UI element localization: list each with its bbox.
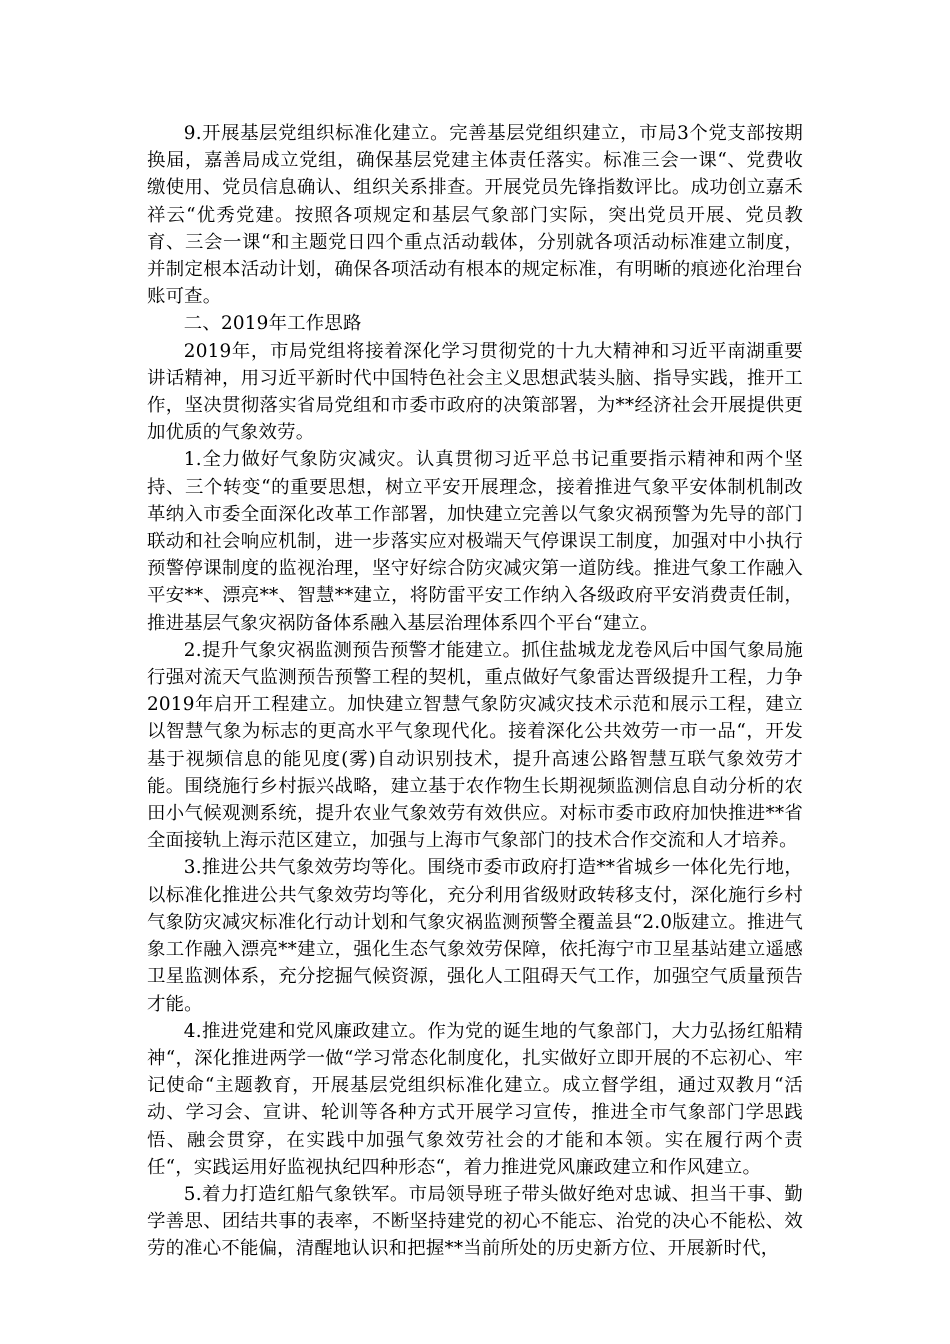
paragraph-party-building: 4.推进党建和党风廉政建立。作为党的诞生地的气象部门，大力弘扬红船精神“，深化推进两学一做“学习常态化制度化，扎实做好立即开展的不忘初心、牢记使命“主题教育，开展基层党组织标准化建立。成立督学组，通过双教月“活动、学习会、宣讲、轮训等各种方式开展学习宣传，推进全市气象部门学思践悟、融会贯穿，在实践中加强气象效劳社会的才能和本领。实在履行两个责任“，实践运用好监视执纪四种形态“，着力推进党风廉政建立和作风建立。 xyxy=(147,1020,803,1178)
paragraph-red-boat-team: 5.着力打造红船气象铁军。市局领导班子带头做好绝对忠诚、担当干事、勤学善思、团结共事的表率，不断坚持建党的初心不能忘、治党的决心不能松、效劳的准心不能偏，清醒地认识和把握**当前所处的历史新方位、开展新时代， xyxy=(147,1183,803,1260)
document-page xyxy=(147,120,803,1263)
paragraph-2019-overview: 2019年，市局党组将接着深化学习贯彻党的十九大精神和习近平南湖重要讲话精神，用习近平新时代中国特色社会主义思想武装头脑、指导实践，推开工作，坚决贯彻落实省局党组和市委市政府的决策部署，为**经济社会开展提供更加优质的气象效劳。 xyxy=(147,340,803,444)
paragraph-public-service: 3.推进公共气象效劳均等化。围绕市委市政府打造**省城乡一体化先行地，以标准化推进公共气象效劳均等化，充分利用省级财政转移支付，深化施行乡村气象防灾减灾标准化行动计划和气象灾祸监测预警全覆盖县“2.0版建立。推进气象工作融入漂亮**建立，强化生态气象效劳保障，依托海宁市卫星基站建立遥感卫星监测体系，充分挖掘气候资源，强化人工阻碍天气工作，加强空气质量预告才能。 xyxy=(147,857,803,1015)
section-heading-2019-plan: 二、2019年工作思路 xyxy=(183,313,362,335)
paragraph-monitoring-warning: 2.提升气象灾祸监测预告预警才能建立。抓住盐城龙龙卷风后中国气象局施行强对流天气监测预告预警工程的契机，重点做好气象雷达晋级提升工程，力争2019年启开工程建立。加快建立智慧气象防灾减灾技术示范和展示工程，建立以智慧气象为标志的更高水平气象现代化。接着深化公共效劳一市一品“，开发基于视频信息的能见度(雾)自动识别技术，提升高速公路智慧互联气象效劳才能。围绕施行乡村振兴战略，建立基于农作物生长期视频监测信息自动分析的农田小气候观测系统，提升农业气象效劳有效供应。对标市委市政府加快推进**省全面接轨上海示范区建立，加强与上海市气象部门的技术合作交流和人才培养。 xyxy=(147,639,803,852)
paragraph-disaster-prevention: 1.全力做好气象防灾减灾。认真贯彻习近平总书记重要指示精神和两个坚持、三个转变“的重要思想，树立平安开展理念，接着推进气象平安体制机制改革纳入市委全面深化改革工作部署，加快建立完善以气象灾祸预警为先导的部门联动和社会响应机制，进一步落实应对极端天气停课误工制度，加强对中小执行预警停课制度的监视治理，坚守好综合防灾减灾第一道防线。推进气象工作融入平安**、漂亮**、智慧**建立，将防雷平安工作纳入各级政府平安消费责任制，推进基层气象灾祸防备体系融入基层治理体系四个平台“建立。 xyxy=(147,449,803,634)
paragraph-party-standardization: 9.开展基层党组织标准化建立。完善基层党组织建立，市局3个党支部按期换届，嘉善局成立党组，确保基层党建主体责任落实。标准三会一课“、党费收缴使用、党员信息确认、组织关系排查。开展党员先锋指数评比。成功创立嘉禾祥云“优秀党建。按照各项规定和基层气象部门实际，突出党员开展、党员教育、三会一课“和主题党日四个重点活动载体，分别就各项活动标准建立制度，并制定根本活动计划，确保各项活动有根本的规定标准，有明晰的痕迹化治理台账可查。 xyxy=(147,123,803,308)
